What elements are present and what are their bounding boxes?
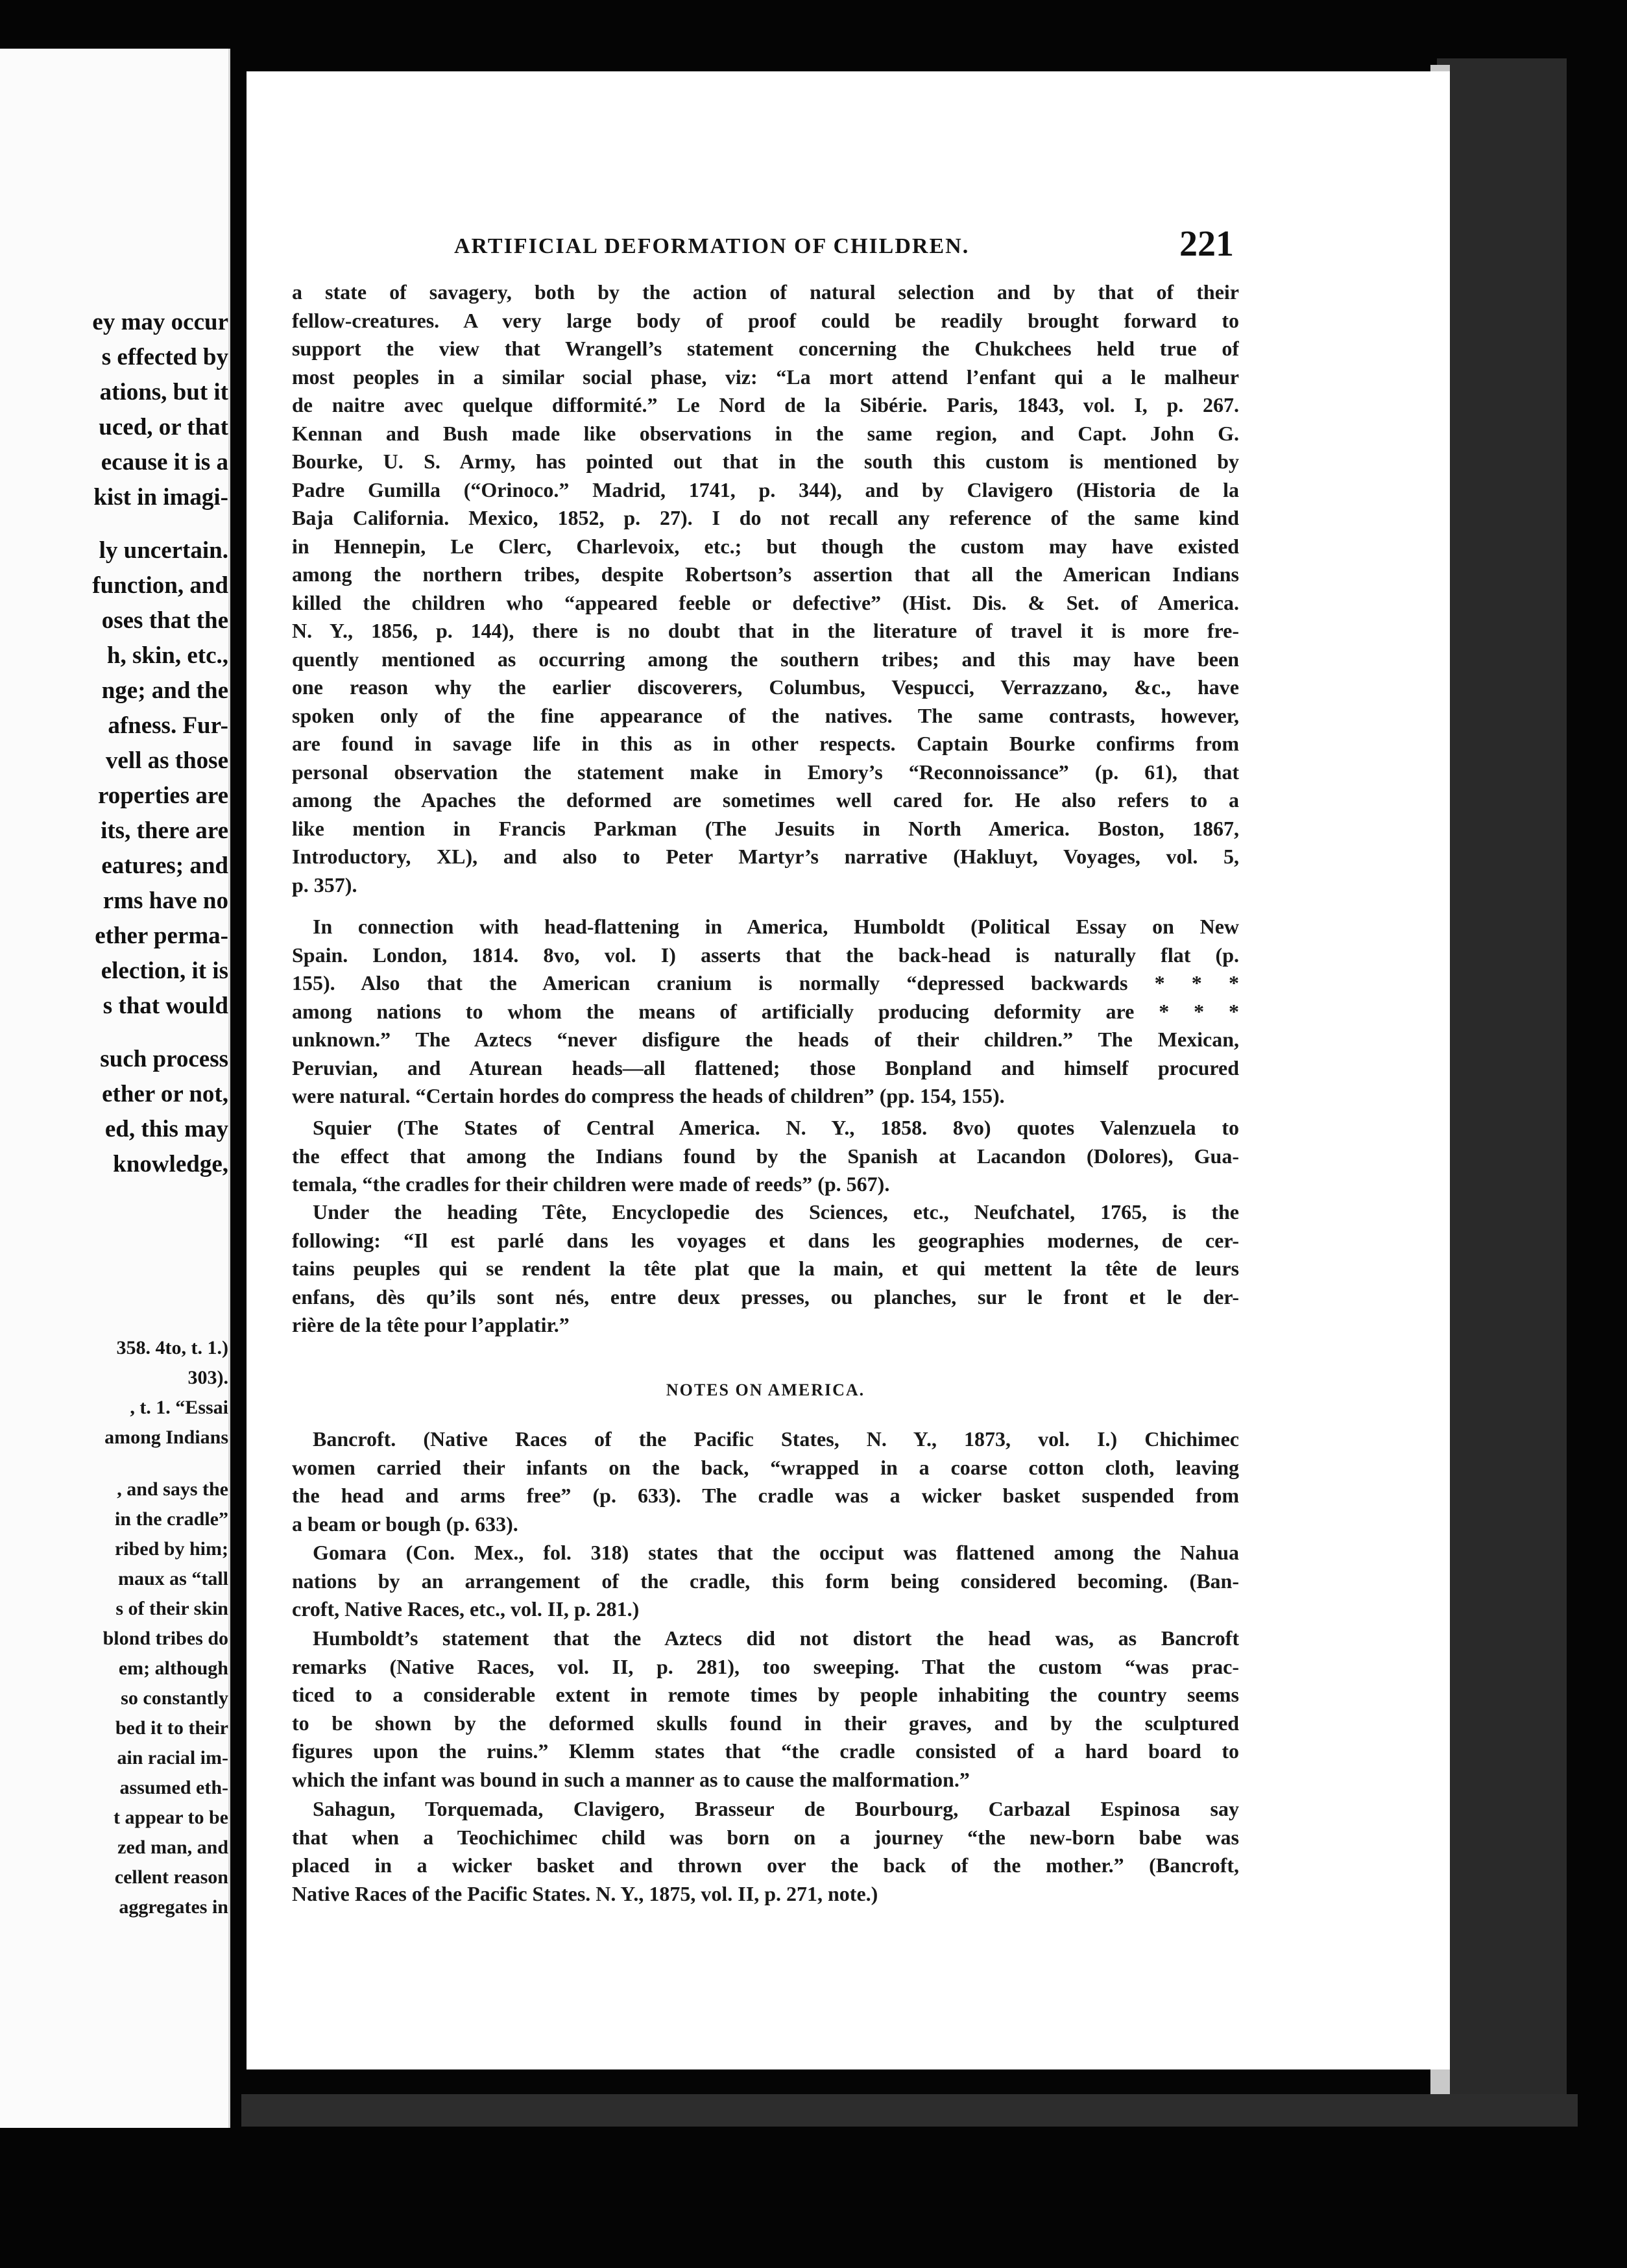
- left-page-line: function, and: [92, 572, 228, 599]
- left-page-line: oses that the: [101, 607, 228, 634]
- left-page-line: knowledge,: [113, 1151, 228, 1177]
- para3-line: temala, “the cradles for their children were made of reeds” (p. 567).: [292, 1172, 890, 1196]
- left-page-line: ecause it is a: [101, 449, 228, 476]
- para1-line: a state of savagery, both by the action of natural selection and by that of their: [292, 280, 1239, 304]
- para2-line: were natural. “Certain hordes do compress the heads of children” (pp. 154, 155).: [292, 1084, 1005, 1107]
- para6-line: croft, Native Races, etc., vol. II, p. 281.): [292, 1597, 640, 1621]
- para1-line: Padre Gumilla (“Orinoco.” Madrid, 1741, p. 344), and by Clavigero (Historia de la: [292, 477, 1239, 501]
- para1-line: killed the children who “appeared feeble or defective” (Hist. Dis. & Set. of America.: [292, 590, 1239, 614]
- left-page-note-line: assumed eth-: [119, 1777, 228, 1798]
- para6-line: Gomara (Con. Mex., fol. 318) states that the occiput was flattened among the Nahua: [313, 1541, 1239, 1564]
- para5-line: the head and arms free” (p. 633). The cradle was a wicker basket suspended from: [292, 1484, 1239, 1507]
- para1-line: in Hennepin, Le Clerc, Charlevoix, etc.; but though the custom may have existed: [292, 534, 1239, 558]
- para2-line: among nations to whom the means of artificially producing deformity are * * *: [292, 999, 1239, 1023]
- para8-line: placed in a wicker basket and thrown over the back of the mother.” (Bancroft,: [292, 1853, 1239, 1877]
- para7-line: remarks (Native Races, vol. II, p. 281), too sweeping. That the custom “was prac-: [292, 1654, 1239, 1678]
- para2-line: unknown.” The Aztecs “never disfigure the heads of their children.” The Mexican,: [292, 1028, 1239, 1051]
- para1-line: de naitre avec quelque difformité.” Le Nord de la Sibérie. Paris, 1843, vol. I, p. 267.: [292, 393, 1239, 416]
- left-page-line: its, there are: [101, 817, 228, 844]
- left-page-note-line: 358. 4to, t. 1.): [116, 1337, 228, 1358]
- para7-line: figures upon the ruins.” Klemm states that “the cradle consisted of a hard board to: [292, 1739, 1239, 1763]
- para8-line: Native Races of the Pacific States. N. Y., 1875, vol. II, p. 271, note.): [292, 1881, 878, 1905]
- left-page-note-line: maux as “tall: [117, 1568, 228, 1589]
- left-page: [0, 49, 230, 2128]
- para4-line: following: “Il est parlé dans les voyages et dans les geographies modernes, de cer-: [292, 1228, 1239, 1252]
- left-page-line: ey may occur: [92, 309, 228, 335]
- left-page-line: such process: [100, 1046, 228, 1072]
- left-page-note-line: t appear to be: [114, 1807, 228, 1828]
- para5-line: women carried their infants on the back, “wrapped in a coarse cotton cloth, leaving: [292, 1455, 1239, 1479]
- left-page-note-line: ribed by him;: [114, 1538, 228, 1560]
- para4-line: rière de la tête pour l’applatir.”: [292, 1313, 570, 1336]
- para1-line: fellow-creatures. A very large body of proof could be readily brought forward to: [292, 308, 1239, 332]
- left-page-line: kist in imagi-: [93, 484, 228, 511]
- left-page-note-line: so constantly: [121, 1687, 228, 1709]
- left-page-line: ations, but it: [99, 379, 228, 405]
- para1-line: Baja California. Mexico, 1852, p. 27). I do not recall any reference of the same kind: [292, 506, 1239, 529]
- para4-line: Under the heading Tête, Encyclopedie des Sciences, etc., Neufchatel, 1765, is the: [313, 1200, 1239, 1224]
- left-page-note-line: 303).: [187, 1367, 228, 1388]
- running-title: ARTIFICIAL DEFORMATION OF CHILDREN.: [454, 234, 970, 258]
- left-page-line: ether perma-: [95, 923, 228, 949]
- para7-line: to be shown by the deformed skulls found in their graves, and by the sculptured: [292, 1711, 1239, 1735]
- left-page-line: roperties are: [97, 782, 228, 809]
- page-number: 221: [1179, 224, 1234, 264]
- para1-line: spoken only of the fine appearance of the natives. The same contrasts, however,: [292, 703, 1239, 727]
- para8-line: Sahagun, Torquemada, Clavigero, Brasseur de Bourbourg, Carbazal Espinosa say: [313, 1797, 1239, 1820]
- left-page-line: ether or not,: [102, 1081, 228, 1107]
- left-page-line: s that would: [102, 993, 228, 1019]
- left-page-note-line: in the cradle”: [115, 1508, 228, 1530]
- para1-line: among the northern tribes, despite Robertson’s assertion that all the American Indians: [292, 562, 1239, 586]
- left-page-line: afness. Fur-: [108, 712, 228, 739]
- para2-line: Peruvian, and Aturean heads—all flattened; those Bonpland and himself procured: [292, 1056, 1239, 1080]
- para4-line: enfans, dès qu’ils sont nés, entre deux presses, ou planches, sur le front et le der-: [292, 1285, 1239, 1309]
- para1-line: support the view that Wrangell’s statement concerning the Chukchees held true of: [292, 337, 1239, 360]
- left-page-line: h, skin, etc.,: [106, 642, 228, 669]
- left-page-line: election, it is: [101, 958, 228, 984]
- para6-line: nations by an arrangement of the cradle, this form being considered becoming. (Ban-: [292, 1569, 1239, 1593]
- left-page-note-line: cellent reason: [114, 1866, 228, 1888]
- left-page-note-line: , t. 1. “Essai: [130, 1397, 228, 1418]
- para2-line: 155). Also that the American cranium is normally “depressed backwards * * *: [292, 971, 1239, 995]
- para7-line: Humboldt’s statement that the Aztecs did not distort the head was, as Bancroft: [313, 1626, 1239, 1650]
- para3-line: the effect that among the Indians found by the Spanish at Lacandon (Dolores), Gua-: [292, 1144, 1239, 1168]
- para5-line: a beam or bough (p. 633).: [292, 1512, 518, 1536]
- para1-line: Introductory, XL), and also to Peter Martyr’s narrative (Hakluyt, Voyages, vol. 5,: [292, 845, 1239, 868]
- running-head: [454, 224, 1233, 269]
- left-page-note-line: aggregates in: [119, 1896, 228, 1918]
- para2-line: Spain. London, 1814. 8vo, vol. I) asserts that the back-head is naturally flat (p.: [292, 943, 1239, 967]
- para1-line: quently mentioned as occurring among the southern tribes; and this may have been: [292, 647, 1239, 671]
- left-page-note-line: blond tribes do: [102, 1628, 228, 1649]
- para1-line: Bourke, U. S. Army, has pointed out that in the south this custom is mentioned by: [292, 450, 1239, 473]
- left-page-note-line: zed man, and: [117, 1837, 228, 1858]
- left-page-line: rms have no: [102, 887, 228, 914]
- left-page-note-line: , and says the: [117, 1478, 228, 1500]
- para8-line: that when a Teochichimec child was born on a journey “the new-born babe was: [292, 1825, 1239, 1849]
- para5-line: Bancroft. (Native Races of the Pacific States, N. Y., 1873, vol. I.) Chichimec: [313, 1427, 1239, 1451]
- book-cover: [1437, 58, 1567, 2115]
- left-page-note-line: ain racial im-: [117, 1747, 228, 1768]
- para1-line: one reason why the earlier discoverers, Columbus, Vespucci, Verrazzano, &c., have: [292, 675, 1239, 699]
- para1-line: most peoples in a similar social phase, viz: “La mort attend l’enfant qui a le malheur: [292, 365, 1239, 389]
- left-page-note-line: among Indians: [104, 1427, 228, 1448]
- left-page-line: nge; and the: [101, 677, 228, 704]
- para1-line: are found in savage life in this as in other respects. Captain Bourke confirms from: [292, 732, 1239, 755]
- para2-line: In connection with head-flattening in America, Humboldt (Political Essay on New: [313, 915, 1239, 938]
- left-page-line: ly uncertain.: [99, 537, 228, 564]
- para1-line: N. Y., 1856, p. 144), there is no doubt that in the literature of travel it is more fre-: [292, 619, 1239, 642]
- left-page-note-line: em; although: [118, 1658, 228, 1679]
- left-page-line: uced, or that: [99, 414, 228, 440]
- para1-line: like mention in Francis Parkman (The Jesuits in North America. Boston, 1867,: [292, 816, 1239, 840]
- para1-line: p. 357).: [292, 873, 357, 897]
- para1-line: Kennan and Bush made like observations in the same region, and Capt. John G.: [292, 421, 1239, 445]
- para3-line: Squier (The States of Central America. N. Y., 1858. 8vo) quotes Valenzuela to: [313, 1116, 1239, 1139]
- left-page-note-line: s of their skin: [115, 1598, 228, 1619]
- para4-line: tains peuples qui se rendent la tête plat que la main, et qui mettent la tête de leurs: [292, 1257, 1239, 1280]
- para1-line: among the Apaches the deformed are sometimes well cared for. He also refers to a: [292, 788, 1239, 812]
- left-page-line: vell as those: [105, 747, 228, 774]
- para7-line: ticed to a considerable extent in remote times by people inhabiting the country seems: [292, 1683, 1239, 1706]
- section-heading: NOTES ON AMERICA.: [666, 1381, 865, 1399]
- left-page-line: s effected by: [101, 344, 228, 370]
- left-page-note-line: bed it to their: [115, 1717, 228, 1739]
- para7-line: which the infant was bound in such a manner as to cause the malformation.”: [292, 1767, 970, 1791]
- para1-line: personal observation the statement make in Emory’s “Reconnoissance” (p. 61), that: [292, 760, 1239, 784]
- left-page-line: ed, this may: [104, 1116, 228, 1142]
- book-bottom-edge: [241, 2094, 1578, 2127]
- left-page-line: eatures; and: [101, 852, 228, 879]
